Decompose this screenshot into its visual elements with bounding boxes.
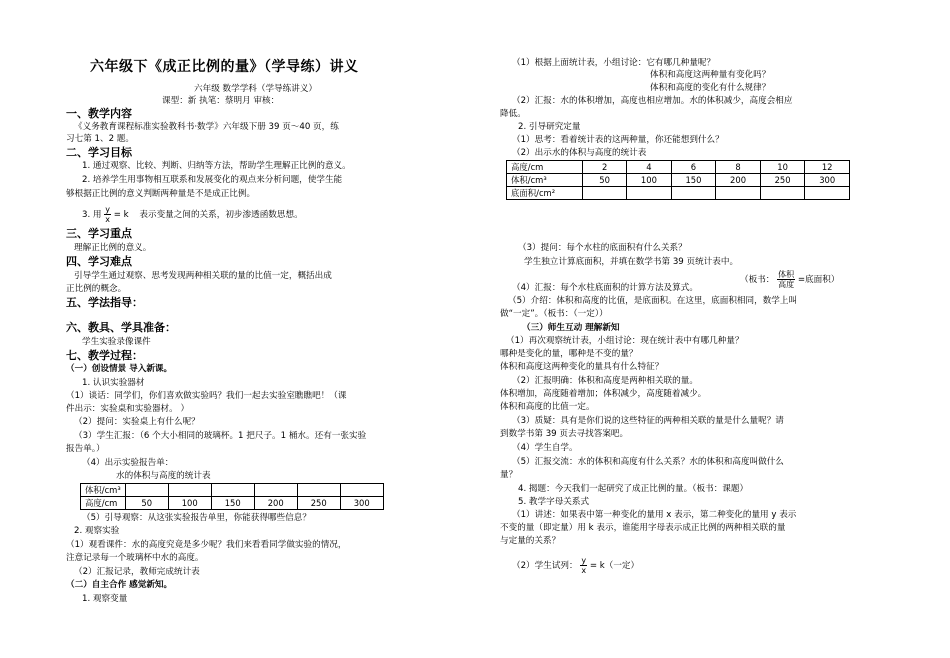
paragraph-line: 哪种是变化的量，哪种是不变的量？ [500, 349, 638, 359]
table-cell: 4 [627, 161, 672, 174]
paragraph-line: （1）思考：看着统计表的这两种量，你还能想到什么？ [512, 135, 724, 145]
table-cell [168, 484, 211, 497]
paragraph-line: 学生实验录像课件 [82, 337, 151, 347]
table-cell: 200 [254, 497, 297, 510]
table-cell [716, 187, 761, 200]
paragraph-line: （2）提问：实验桌上有什么呢？ [74, 417, 200, 427]
fraction-numerator: y [105, 205, 110, 214]
paragraph-line: 1. 通过观察、比较、判断、归纳等方法，帮助学生理解正比例的意义。 [82, 161, 351, 171]
paragraph-line: 1. 观察变量 [82, 594, 128, 604]
formula-suffix: 表示变量之间的关系，初步渗透函数思想。 [139, 210, 303, 220]
table-cell: 250 [760, 174, 805, 187]
paragraph-line: 够根据正比例的意义判断两种量是不是成正比例。 [66, 189, 256, 199]
paragraph-line: 5. 教学字母关系式 [518, 497, 590, 507]
document-title: 六年级下《成正比例的量》（学导练）讲义 [90, 59, 359, 75]
section-heading-goals: 二、学习目标 [66, 146, 132, 159]
fraction-numerator: 体积 [778, 270, 795, 279]
paragraph-line: 件出示：实验桌和实验器材。 ） [66, 404, 190, 414]
paragraph-line: 体积和高度的比值一定。 [500, 402, 595, 412]
table-cell [340, 484, 383, 497]
formula-equals: = k [113, 210, 129, 220]
table-cell: 100 [627, 174, 672, 187]
table-cell [805, 187, 850, 200]
fraction-denominator: 高度 [778, 280, 795, 289]
subsection-heading: （三）师生互动 理解新知 [522, 323, 620, 333]
paragraph-line: （5）引导观察：从这张实验报告单里，你能获得哪些信息？ [82, 513, 311, 523]
paragraph-line: （1）讲述：如果表中第一种变化的量用 x 表示，第二种变化的量用 y 表示 [512, 510, 797, 520]
table-cell [211, 484, 254, 497]
section-heading-materials: 六、教具、学具准备： [66, 321, 176, 334]
paragraph-line: 体积和高度这两种变化的量具有什么特征？ [500, 362, 664, 372]
paragraph-line: 1. 认识实验器材 [82, 378, 145, 388]
table-cell: 150 [211, 497, 254, 510]
fraction-y-over-x [580, 556, 587, 575]
table-cell: 50 [125, 497, 168, 510]
subsection-heading: （一）创设情景 导入新课。 [66, 364, 173, 374]
formula-suffix: = k（一定） [589, 561, 640, 571]
paragraph-line: （2）汇报：水的体积增加，高度也相应增加。水的体积减少，高度会相应 [512, 96, 793, 106]
table-row [81, 484, 384, 497]
paragraph-line: 体积增加，高度随着增加；体积减少，高度随着减少。 [500, 389, 707, 399]
data-table-volume-height [80, 483, 384, 510]
paragraph-line: 体积和高度的变化有什么规律？ [650, 83, 771, 93]
formula-prefix: （2）学生试列： [512, 561, 578, 571]
table-cell: 高度/cm [81, 497, 126, 510]
table-caption: 水的体积与高度的统计表 [116, 471, 211, 481]
table-cell: 8 [716, 161, 761, 174]
paragraph-line: （2）汇报记录，教师完成统计表 [74, 567, 200, 577]
fraction-volume-over-height [777, 270, 795, 289]
fraction-denominator: x [581, 566, 587, 575]
fraction-numerator: y [581, 556, 587, 565]
meta-line-grade: 六年级 数学学科（学导练讲义） [194, 84, 318, 94]
paragraph-line: 学生独立计算底面积，并填在数学书第 39 页统计表中。 [524, 257, 739, 267]
paragraph-line: （2）汇报明确：体积和高度是两种相关联的量。 [512, 376, 698, 386]
paragraph-line: （4）学生自学。 [512, 443, 578, 453]
paragraph-line: 习七第 1、2 题。 [66, 134, 134, 144]
table-cell: 10 [760, 161, 805, 174]
table-row [507, 187, 850, 200]
data-table-height-volume-area [506, 160, 850, 200]
board-note-formula [740, 270, 839, 289]
subsection-heading: （二）自主合作 感觉新知。 [66, 580, 173, 590]
table-cell: 50 [583, 174, 627, 187]
paragraph-line: （5）汇报交流：水的体积和高度有什么关系？水的体积和高度叫做什么 [512, 457, 784, 467]
formula-prefix: 3. 用 [82, 210, 102, 220]
table-cell: 12 [805, 161, 850, 174]
paragraph-line: （1）根据上面统计表，小组讨论：它有哪几种量呢？ [512, 58, 716, 68]
fraction-denominator: x [105, 215, 110, 224]
table-cell [583, 187, 627, 200]
table-cell: 300 [340, 497, 383, 510]
paragraph-line: 理解正比例的意义。 [74, 243, 152, 253]
paragraph-line: 引导学生通过观察、思考发现两种相关联的量的比值一定，概括出成 [74, 271, 332, 281]
paragraph-line: （3）质疑：具有是你们说的这些特征的两种相关联的量是什么量呢？请 [512, 416, 784, 426]
table-row [507, 161, 850, 174]
table-cell: 200 [716, 174, 761, 187]
paragraph-line: 报告单。） [66, 444, 105, 454]
paragraph-line: 4. 揭题：今天我们一起研究了成正比例的量。（板书：课题） [518, 484, 749, 494]
section-heading-focus: 三、学习重点 [66, 227, 132, 240]
paragraph-line: （4）汇报：每个水柱底面积的计算方法及算式。 [512, 283, 698, 293]
table-cell [760, 187, 805, 200]
paragraph-line: 降低。 [500, 109, 526, 119]
paragraph-line: 2. 培养学生用事物相互联系和发展变化的观点来分析问题，使学生能 [82, 175, 343, 185]
table-cell: 高度/cm [507, 161, 583, 174]
board-note-prefix: （板书： [740, 275, 775, 285]
paragraph-line: 与定量的关系？ [500, 536, 561, 546]
table-cell: 300 [805, 174, 850, 187]
formula-line [82, 205, 303, 224]
meta-line-author: 课型：新 执笔：蔡明月 审核： [162, 96, 280, 106]
paragraph-line: 到数学书第 39 页去寻找答案吧。 [500, 429, 629, 439]
paragraph-line: （1）观看课件：水的高度究竟是多少呢？我们来看看同学做实验的情况， [66, 540, 347, 550]
table-cell [671, 187, 716, 200]
section-heading-method: 五、学法指导： [66, 296, 143, 309]
table-cell: 体积/cm³ [81, 484, 126, 497]
table-cell [297, 484, 340, 497]
section-heading-process: 七、教学过程： [66, 349, 143, 362]
paragraph-line: （1）再次观察统计表，小组讨论：现在统计表中有哪几种量？ [506, 336, 744, 346]
table-cell [254, 484, 297, 497]
table-row [81, 497, 384, 510]
table-cell [627, 187, 672, 200]
fraction-y-over-x [104, 205, 111, 224]
table-cell: 底面积/cm² [507, 187, 583, 200]
table-cell: 2 [583, 161, 627, 174]
paragraph-line: 体积和高度这两种量有变化吗？ [650, 70, 771, 80]
paragraph-line: （2）出示水的体积与高度的统计表 [512, 148, 647, 158]
paragraph-line: （4）出示实验报告单： [82, 458, 174, 468]
section-heading-content: 一、教学内容 [66, 107, 132, 120]
paragraph-line: 2. 观察实验 [74, 526, 120, 536]
table-cell: 6 [671, 161, 716, 174]
table-cell: 体积/cm³ [507, 174, 583, 187]
table-cell: 100 [168, 497, 211, 510]
table-cell: 250 [297, 497, 340, 510]
table-cell [125, 484, 168, 497]
section-heading-difficulty: 四、学习难点 [66, 255, 132, 268]
formula-line [512, 556, 639, 575]
paragraph-line: （1）谈话：同学们，你们喜欢做实验吗？我们一起去实验室瞧瞧吧！（课 [66, 391, 347, 401]
paragraph-line: （5）介绍：体积和高度的比值，是底面积。在这里，底面积相同，数学上叫 [508, 296, 798, 306]
paragraph-line: 正比例的概念。 [66, 284, 127, 294]
table-row [507, 174, 850, 187]
board-note-suffix: =底面积） [797, 275, 840, 285]
paragraph-line: （3）提问：每个水柱的底面积有什么关系？ [518, 243, 687, 253]
paragraph-line: 2. 引导研究定量 [518, 122, 581, 132]
paragraph-line: 做“一定”。（板书：（一定）） [500, 309, 608, 319]
table-cell: 150 [671, 174, 716, 187]
paragraph-line: 《义务教育课程标准实验教科书·数学》六年级下册 39 页～40 页，练 [74, 122, 339, 132]
paragraph-line: 注意记录每一个玻璃杯中水的高度。 [66, 553, 204, 563]
paragraph-line: 不变的量（即定量）用 k 表示，谁能用字母表示成正比例的两种相关联的量 [500, 523, 786, 533]
paragraph-line: （3）学生汇报：（6 个大小相同的玻璃杯。1 把尺子。1 桶水。还有一张实验 [74, 431, 367, 441]
paragraph-line: 量？ [500, 470, 518, 480]
